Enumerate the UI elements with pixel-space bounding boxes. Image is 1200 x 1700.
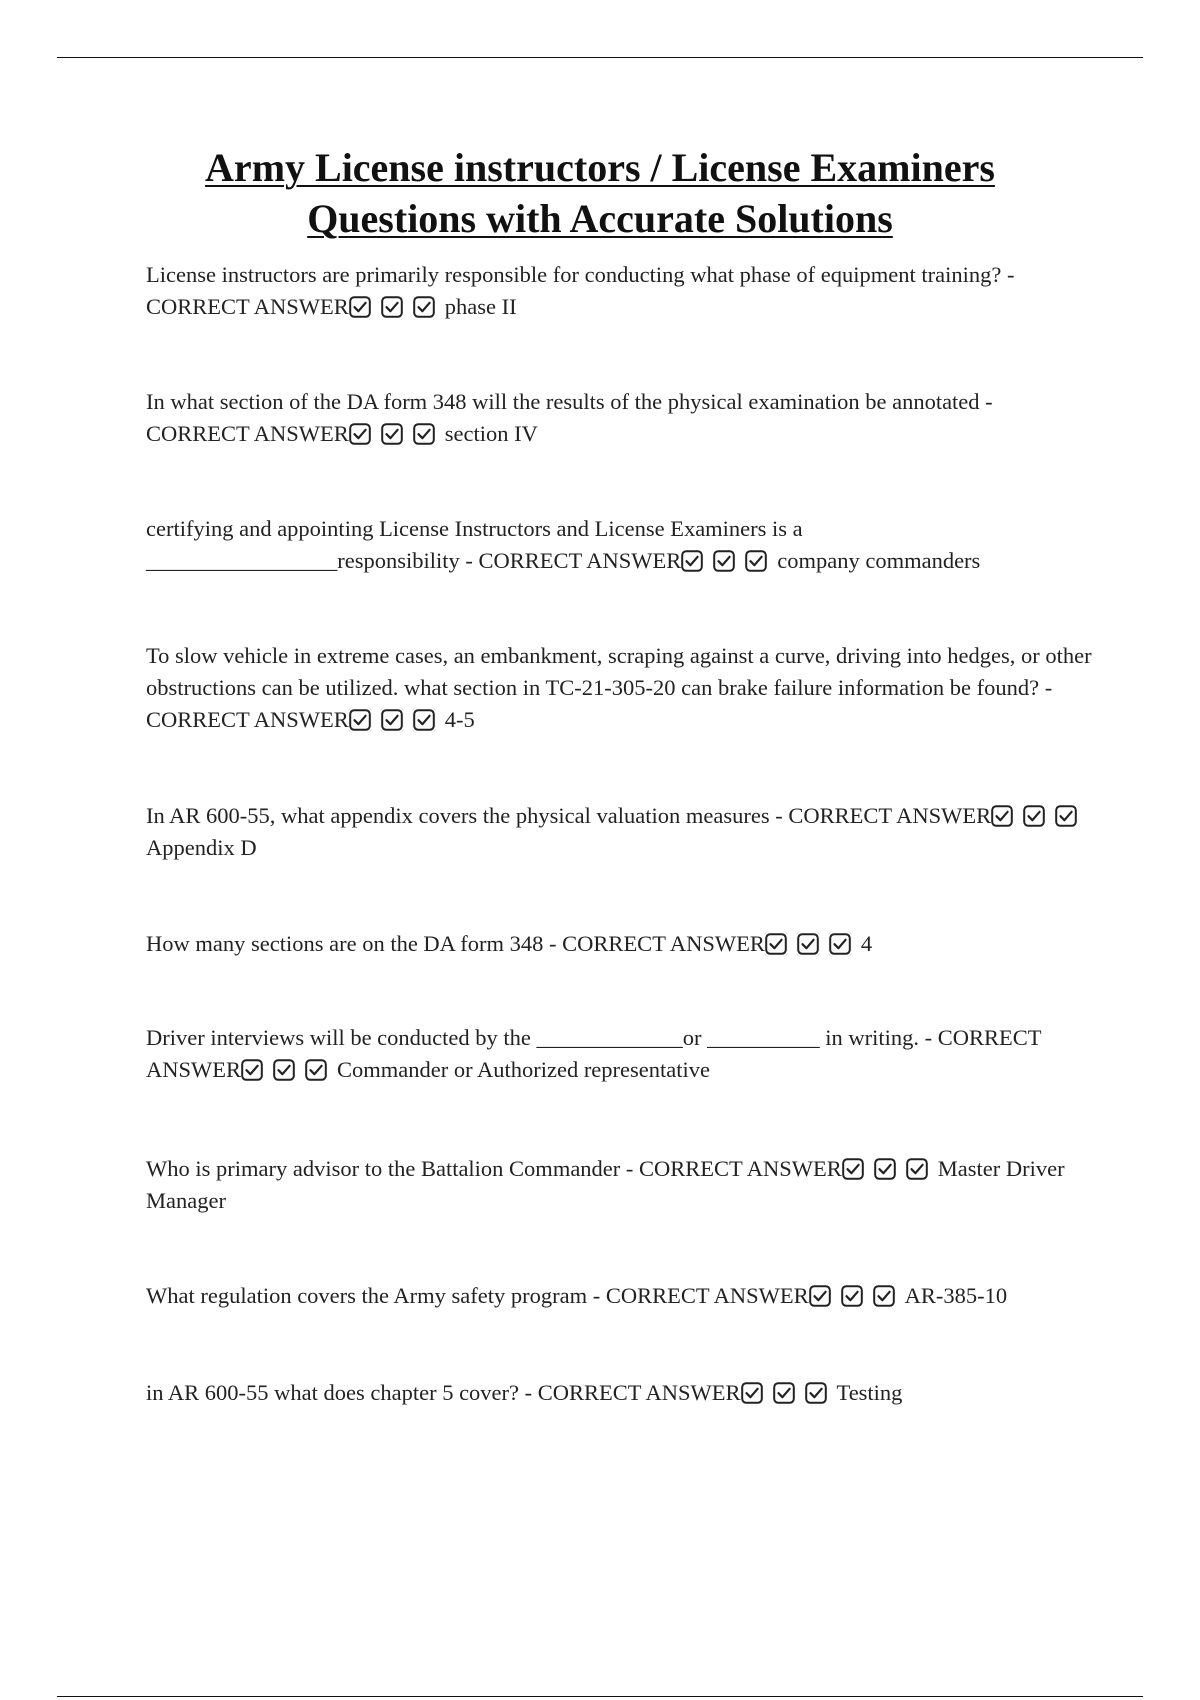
correct-answer-label: CORRECT ANSWER [639, 1156, 842, 1181]
checkbox-checked-icon [241, 1059, 263, 1081]
qa-item [146, 1280, 1096, 1312]
checkbox-checked-icon [991, 805, 1013, 827]
answer-text: Appendix D [146, 835, 257, 860]
checkbox-checked-icon [381, 709, 403, 731]
checkbox-checked-icon [305, 1059, 327, 1081]
checkbox-checked-icon [809, 1285, 831, 1307]
checkbox-checked-icon [413, 423, 435, 445]
checkbox-checked-icon [873, 1285, 895, 1307]
question-text: Who is primary advisor to the Battalion Commander - [146, 1156, 640, 1181]
checkbox-checked-icon [681, 550, 703, 572]
question-text: In what section of the DA form 348 will the results of the physical examination be annotated - [146, 389, 993, 414]
checkbox-checked-icon [713, 550, 735, 572]
question-text: In AR 600-55, what appendix covers the physical valuation measures - [146, 803, 789, 828]
checkbox-checked-icon [349, 709, 371, 731]
bottom-divider [57, 1696, 1143, 1697]
document-title [100, 142, 1100, 244]
answer-text: section IV [444, 421, 538, 446]
top-divider [57, 57, 1143, 58]
correct-answer-label: CORRECT ANSWER [146, 707, 349, 732]
checkbox-checked-icon [741, 1382, 763, 1404]
qa-item [146, 1377, 1096, 1409]
correct-answer-label: CORRECT ANSWER [788, 803, 992, 828]
answer-text: Testing [836, 1380, 903, 1405]
checkbox-checked-icon [797, 933, 819, 955]
checkbox-checked-icon [413, 709, 435, 731]
title-line-1: Army License instructors / License Examiners [205, 145, 995, 190]
question-text: Driver interviews will be conducted by the _____________or __________ in writing. - [146, 1025, 938, 1050]
checkbox-checked-icon [829, 933, 851, 955]
qa-item [146, 259, 1096, 323]
correct-answer-label: CORRECT ANSWER [146, 421, 349, 446]
checkbox-checked-icon [745, 550, 767, 572]
answer-text: Master Driver Manager [146, 1156, 1065, 1213]
answer-text: 4-5 [444, 707, 475, 732]
checkbox-checked-icon [381, 423, 403, 445]
answer-text: phase II [444, 294, 517, 319]
answer-text: 4 [860, 931, 873, 956]
answer-text: AR-385-10 [904, 1283, 1008, 1308]
checkbox-checked-icon [765, 933, 787, 955]
checkbox-checked-icon [413, 296, 435, 318]
question-text: certifying and appointing License Instructors and License Examiners is a _________________responsibility - [146, 516, 803, 573]
qa-item [146, 386, 1096, 450]
correct-answer-label: CORRECT ANSWER [605, 1283, 809, 1308]
answer-text: company commanders [777, 548, 981, 573]
checkbox-checked-icon [841, 1285, 863, 1307]
qa-item [146, 928, 1096, 960]
checkbox-checked-icon [842, 1158, 864, 1180]
qa-item [146, 640, 1096, 736]
correct-answer-label: CORRECT ANSWER [562, 931, 765, 956]
qa-item [146, 1022, 1096, 1086]
question-text: How many sections are on the DA form 348 - [146, 931, 563, 956]
correct-answer-label: CORRECT ANSWER [146, 294, 349, 319]
checkbox-checked-icon [773, 1382, 795, 1404]
question-text: License instructors are primarily responsible for conducting what phase of equipment training? - [146, 262, 1015, 287]
correct-answer-label: CORRECT ANSWER [478, 548, 682, 573]
correct-answer-label: CORRECT ANSWER [146, 1025, 1042, 1082]
checkbox-checked-icon [273, 1059, 295, 1081]
question-text: To slow vehicle in extreme cases, an embankment, scraping against a curve, driving into hedges, or other obstructions can be utilized. what section in TC-21-305-20 can brake failure information be found? - [146, 643, 1092, 700]
checkbox-checked-icon [805, 1382, 827, 1404]
checkbox-checked-icon [381, 296, 403, 318]
checkbox-checked-icon [349, 423, 371, 445]
correct-answer-label: CORRECT ANSWER [537, 1380, 741, 1405]
checkbox-checked-icon [1023, 805, 1045, 827]
qa-item [146, 800, 1096, 864]
checkbox-checked-icon [874, 1158, 896, 1180]
question-text: What regulation covers the Army safety program - [146, 1283, 606, 1308]
answer-text: Commander or Authorized representative [337, 1057, 710, 1082]
question-text: in AR 600-55 what does chapter 5 cover? - [146, 1380, 538, 1405]
checkbox-checked-icon [906, 1158, 928, 1180]
checkbox-checked-icon [349, 296, 371, 318]
qa-item [146, 1153, 1096, 1217]
checkbox-checked-icon [1055, 805, 1077, 827]
title-line-2: Questions with Accurate Solutions [307, 196, 893, 241]
qa-item [146, 513, 1096, 577]
